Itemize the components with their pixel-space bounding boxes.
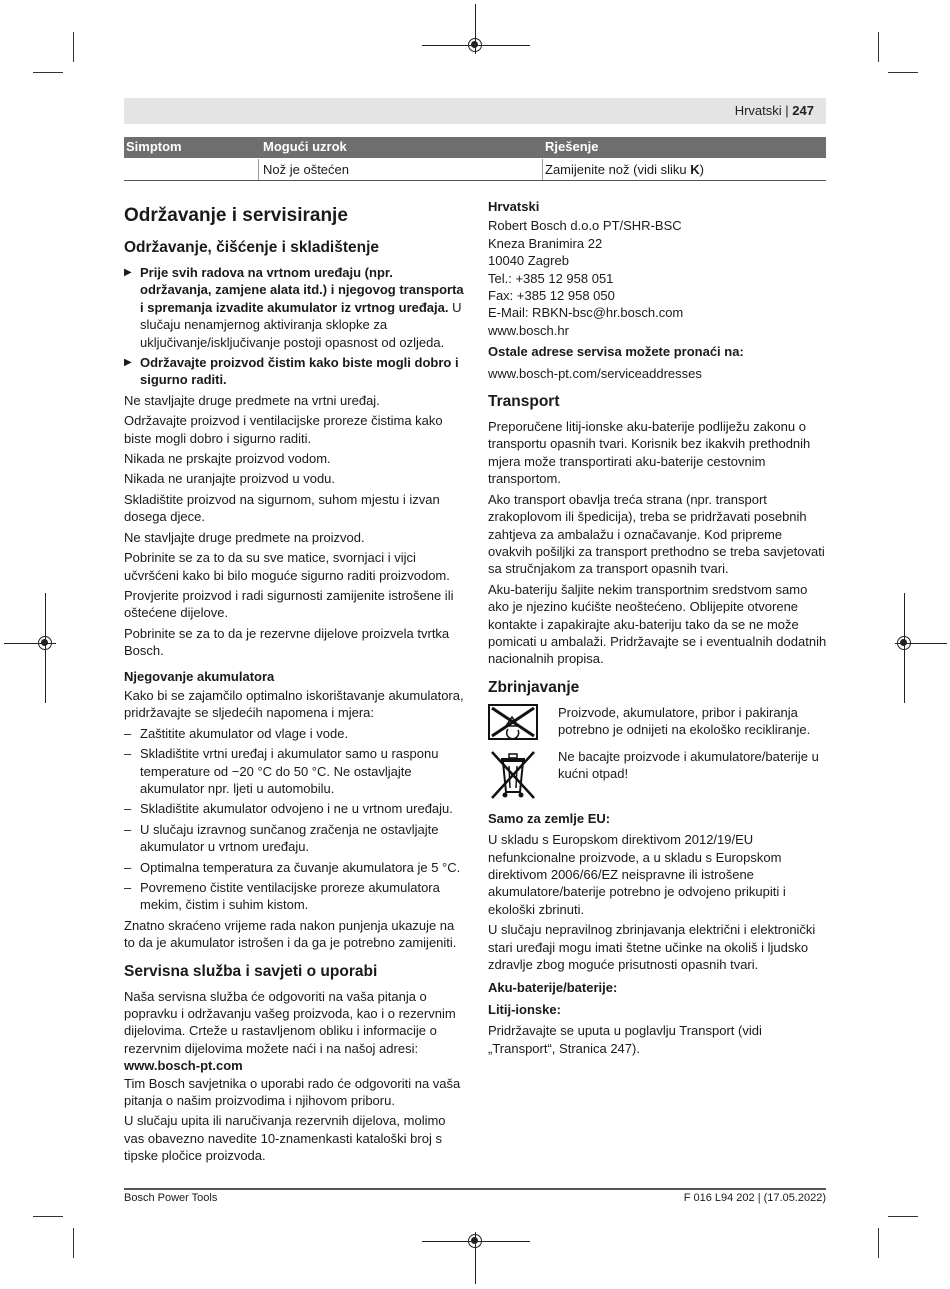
registration-mark-icon: [38, 636, 52, 650]
crop-mark: [888, 72, 918, 73]
table-cell-solution: Zamijenite nož (vidi sliku K): [545, 162, 704, 177]
address-line: Kneza Branimira 22: [488, 235, 603, 251]
table-separator: [258, 159, 259, 180]
section-title: Održavanje i servisiranje: [124, 205, 348, 226]
table-header-cause: Mogući uzrok: [263, 139, 347, 154]
crop-mark: [73, 32, 74, 62]
left-column: [124, 198, 464, 1168]
bullet-item: ▶ Prije svih radova na vrtnom uređaju (npr. održavanja, zamjene alata itd.) i njegovog transporta i spremanja izvadite akumulator iz vrtnog uređaja. U slučaju nenamjernog aktiviranja sklopke za uključivanje/isključivanje postoji opasnost od ozljeda.: [124, 264, 464, 351]
registration-mark-icon: [468, 38, 482, 52]
table-cell-cause: Nož je oštećen: [263, 162, 349, 177]
crossed-bin-icon: [488, 748, 538, 802]
section-subtitle: Održavanje, čišćenje i skladištenje: [124, 239, 380, 256]
disposal-bin-text: Ne bacajte proizvode i akumulatore/baterije u kućni otpad!: [558, 748, 819, 782]
eu-heading: Samo za zemlje EU:: [488, 810, 611, 826]
list-item: – Optimalna temperatura za čuvanje akumulatora je 5 °C.: [124, 859, 464, 876]
address-line: 10040 Zagreb: [488, 253, 569, 269]
paragraph: Tim Bosch savjetnika o uporabi rado će odgovoriti na vaša pitanja o našim proizvodima i njihovom priboru.: [124, 1075, 461, 1109]
disposal-heading: Zbrinjavanje: [488, 678, 580, 696]
paragraph: Preporučene litij-ionske aku-baterije podliježu zakonu o transportu opasnih tvari. Korisnik bez ikakvih prethodnih mjera može transportirati aku-baterije cestovnim transportom.: [488, 419, 811, 487]
table-header-solution: Rješenje: [545, 139, 599, 154]
crop-mark: [878, 1228, 879, 1258]
paragraph: U slučaju nepravilnog zbrinjavanja električni i elektronički stari uređaji mogu imati štetne učinke na okoliš i ljudsko zdravlje zbog moguće prisutnosti opasnih tvari.: [488, 922, 816, 972]
paragraph: Kako bi se zajamčilo optimalno iskorištavanje akumulatora, pridržavajte se sljedećih napomena i mjera:: [124, 687, 464, 721]
paragraph: Pobrinite se za to da su sve matice, svornjaci i vijci učvršćeni kako bi bilo moguće sigurno raditi proizvodom.: [124, 550, 450, 583]
paragraph: Ne stavljajte druge predmete na proizvod.: [124, 529, 365, 545]
bullet-item: ▶ Održavajte proizvod čistim kako biste mogli dobro i sigurno raditi.: [124, 354, 464, 389]
other-addresses-link[interactable]: www.bosch-pt.com/serviceaddresses: [488, 365, 702, 381]
crop-mark: [73, 1228, 74, 1258]
battery-heading: Njegovanje akumulatora: [124, 668, 275, 684]
paragraph: Ne stavljajte druge predmete na vrtni uređaj.: [124, 392, 380, 408]
header-separator: |: [785, 103, 789, 118]
liion-heading: Litij-ionske:: [488, 1001, 561, 1017]
address-line: Tel.: +385 12 958 051: [488, 270, 614, 286]
service-link[interactable]: www.bosch-pt.com: [124, 1058, 243, 1074]
paragraph: U skladu s Europskom direktivom 2012/19/EU nefunkcionalne proizvode, a u skladu s Europskom direktivom 2006/66/EZ neispravne ili istrošene akumulatore/baterije potrebno je odvojeno prikupiti i ekološki zbrinuti.: [488, 832, 786, 917]
disposal-recycle-text: Proizvode, akumulatore, pribor i pakiranja potrebno je odnijeti na ekološko recikliranje.: [558, 704, 811, 738]
paragraph: Nikada ne uranjajte proizvod u vodu.: [124, 471, 336, 487]
address-website[interactable]: www.bosch.hr: [488, 322, 569, 338]
registration-mark-icon: [468, 1234, 482, 1248]
paragraph: Nikada ne prskajte proizvod vodom.: [124, 451, 331, 467]
list-item: – Zaštitite akumulator od vlage i vode.: [124, 725, 464, 742]
list-item: – Povremeno čistite ventilacijske proreze akumulatora mekim, čistim i suhim kistom.: [124, 879, 464, 914]
paragraph: Aku-bateriju šaljite nekim transportnim sredstvom samo ako je njezino kućište neoštećeno. Oblijepite otvorene kontakte i zapakirajte aku-bateriju tako da se ne može pomicati u ambalaži. Pridržavajte se i eventualnih dodatnih nacionalnih propisa.: [488, 581, 827, 667]
table-separator: [542, 159, 543, 180]
recycle-icon: [488, 704, 538, 740]
right-column: [488, 198, 828, 1060]
crop-mark: [888, 1216, 918, 1217]
paragraph: Naša servisna služba će odgovoriti na vaša pitanja o popravku i održavanju vašeg proizvoda, kao i o rezervnim dijelovima. Crteže u rastavljenom obliku i informacije o rezervnim dijelovima možete naći i na našoj adresi:: [124, 988, 456, 1056]
page-header: [735, 103, 814, 118]
paragraph: Održavajte proizvod i ventilacijske proreze čistima kako biste mogli dobro i sigurno raditi.: [124, 413, 443, 446]
list-item: – Skladištite vrtni uređaj i akumulator samo u rasponu temperature od −20 °C do 50 °C. Ne ostavljajte akumulator npr. ljeti u automobilu.: [124, 745, 464, 797]
footer-brand: Bosch Power Tools: [124, 1192, 218, 1204]
list-item: – Skladištite akumulator odvojeno i ne u vrtnom uređaju.: [124, 800, 464, 817]
table-header-symptom: Simptom: [126, 139, 182, 154]
crop-mark: [33, 1216, 63, 1217]
list-item: – U slučaju izravnog sunčanog zračenja ne ostavljajte akumulator u vrtnom uređaju.: [124, 821, 464, 856]
paragraph: U slučaju upita ili naručivanja rezervnih dijelova, molimo vas obavezno navedite 10-znamenkasti kataloški broj s tipske pločice proizvoda.: [124, 1113, 446, 1164]
address-email[interactable]: E-Mail: RBKN-bsc@hr.bosch.com: [488, 305, 684, 321]
batteries-heading: Aku-baterije/baterije:: [488, 980, 618, 996]
paragraph: Skladištite proizvod na sigurnom, suhom mjestu i izvan dosega djece.: [124, 491, 440, 525]
paragraph: Pridržavajte se uputa u poglavlju Transport (vidi „Transport“, Stranica 247).: [488, 1023, 762, 1056]
table-header: [124, 137, 826, 158]
country-heading: Hrvatski: [488, 199, 540, 214]
paragraph: Ako transport obavlja treća strana (npr. transport zrakoplovom ili špedicija), treba se pridržavati posebnih zahtjeva za ambalažu i označavanje. Kod pripreme ovakvih pošiljki za transport prethodno se treba savjetovati sa stručnjakom za transport opasnih tvari.: [488, 491, 825, 577]
page-number: 247: [792, 103, 814, 118]
crop-mark: [33, 72, 63, 73]
address-line: Fax: +385 12 958 050: [488, 288, 615, 304]
paragraph: Pobrinite se za to da je rezervne dijelove proizvela tvrtka Bosch.: [124, 625, 450, 659]
paragraph: Provjerite proizvod i radi sigurnosti zamijenite istrošene ili oštećene dijelove.: [124, 587, 454, 621]
registration-mark-icon: [897, 636, 911, 650]
table-row: [124, 159, 826, 181]
paragraph: Znatno skraćeno vrijeme rada nakon punjenja ukazuje na to da je akumulator istrošen i da ga je potrebno zamijeniti.: [124, 917, 457, 951]
header-language: Hrvatski: [734, 103, 782, 118]
service-heading: Servisna služba i savjeti o uporabi: [124, 962, 378, 980]
footer-doc-id: F 016 L94 202 | (17.05.2022): [683, 1192, 826, 1204]
footer-divider: [124, 1188, 826, 1190]
transport-heading: Transport: [488, 393, 560, 411]
crop-mark: [878, 32, 879, 62]
disposal-recycle: [488, 704, 828, 744]
disposal-bin: [488, 748, 828, 804]
address-line: Robert Bosch d.o.o PT/SHR-BSC: [488, 218, 682, 234]
header-band: [124, 98, 826, 124]
other-addresses-label: Ostale adrese servisa možete pronaći na:: [488, 344, 744, 360]
